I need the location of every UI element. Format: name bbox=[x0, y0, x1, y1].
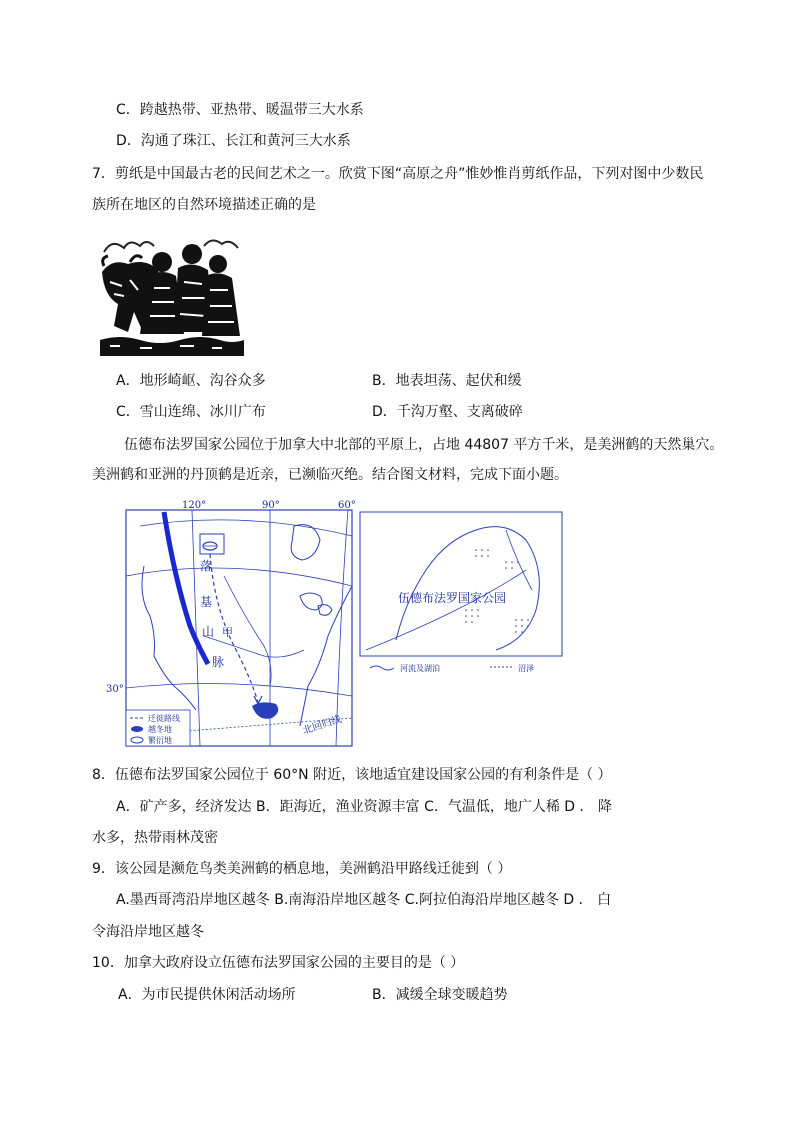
route-label-jia: 甲 bbox=[222, 626, 233, 639]
north-america-map bbox=[104, 496, 364, 752]
lon-120-label: 120° bbox=[182, 500, 207, 511]
park-inset-map bbox=[356, 510, 566, 676]
passage-line1: 伍德布法罗国家公园位于加拿大中北部的平原上，占地 44807 平方千米，是美洲鹤的天然巢穴。 bbox=[124, 437, 724, 453]
mountain-char-3: 山 bbox=[202, 625, 215, 639]
passage-line2: 美洲鹤和亚洲的丹顶鹤是近亲，已濒临灭绝。结合图文材料，完成下面小题。 bbox=[92, 467, 568, 483]
q10-option-b: B．减缓全球变暖趋势 bbox=[372, 987, 508, 1003]
lat-30-label: 30° bbox=[106, 684, 124, 695]
legend-breeding: 繁衍地 bbox=[148, 736, 172, 745]
q8-options-line2: 水多，热带雨林茂密 bbox=[92, 830, 218, 846]
mountain-char-4: 脉 bbox=[212, 655, 225, 669]
q7-stem-line1: 7．剪纸是中国最古老的民间艺术之一。欣赏下图“高原之舟”惟妙惟肖剪纸作品，下列对图中少数民 bbox=[92, 166, 704, 182]
inset-legend-marsh: 沼泽 bbox=[518, 664, 534, 673]
lon-60-label: 60° bbox=[338, 500, 356, 511]
q8-stem: 8．伍德布法罗国家公园位于 60°N 附近，该地适宜建设国家公园的有利条件是（ ） bbox=[92, 767, 612, 783]
q7-option-d: D．千沟万壑、支离破碎 bbox=[372, 404, 523, 420]
q10-option-a: A．为市民提供休闲活动场所 bbox=[118, 987, 296, 1003]
q7-option-b: B．地表坦荡、起伏和缓 bbox=[372, 373, 522, 389]
q7-stem-line2: 族所在地区的自然环境描述正确的是 bbox=[92, 197, 316, 213]
tropic-label: 北回归线 bbox=[301, 714, 343, 737]
q9-options-line2: 令海沿岸地区越冬 bbox=[92, 924, 204, 940]
q9-stem: 9．该公园是濒危鸟类美洲鹤的栖息地，美洲鹤沿甲路线迁徙到（ ） bbox=[92, 861, 512, 877]
q8-options-line1: A．矿产多，经济发达 B．距海近，渔业资源丰富 C．气温低，地广人稀 D ． 降 bbox=[116, 799, 612, 815]
lon-90-label: 90° bbox=[262, 500, 280, 511]
mountain-char-2: 基 bbox=[200, 595, 213, 609]
mountain-char-1: 落 bbox=[200, 559, 213, 573]
papercut-image bbox=[100, 232, 244, 356]
legend-winter: 越冬地 bbox=[148, 725, 172, 734]
legend-route: 迁徙路线 bbox=[148, 714, 180, 723]
q6-option-d: D．沟通了珠江、长江和黄河三大水系 bbox=[116, 133, 351, 149]
q7-option-c: C．雪山连绵、冰川广布 bbox=[116, 404, 266, 420]
q10-stem: 10．加拿大政府设立伍德布法罗国家公园的主要目的是（ ） bbox=[92, 955, 465, 971]
q9-options-line1: A.墨西哥湾沿岸地区越冬 B.南海沿岸地区越冬 C.阿拉伯海沿岸地区越冬 D ． 白 bbox=[116, 892, 612, 908]
inset-title: 伍德布法罗国家公园 bbox=[398, 591, 507, 605]
q7-option-a: A．地形崎岖、沟谷众多 bbox=[116, 373, 266, 389]
q6-option-c: C．跨越热带、亚热带、暖温带三大水系 bbox=[116, 102, 364, 118]
inset-legend-river: 河流及湖泊 bbox=[400, 664, 440, 673]
